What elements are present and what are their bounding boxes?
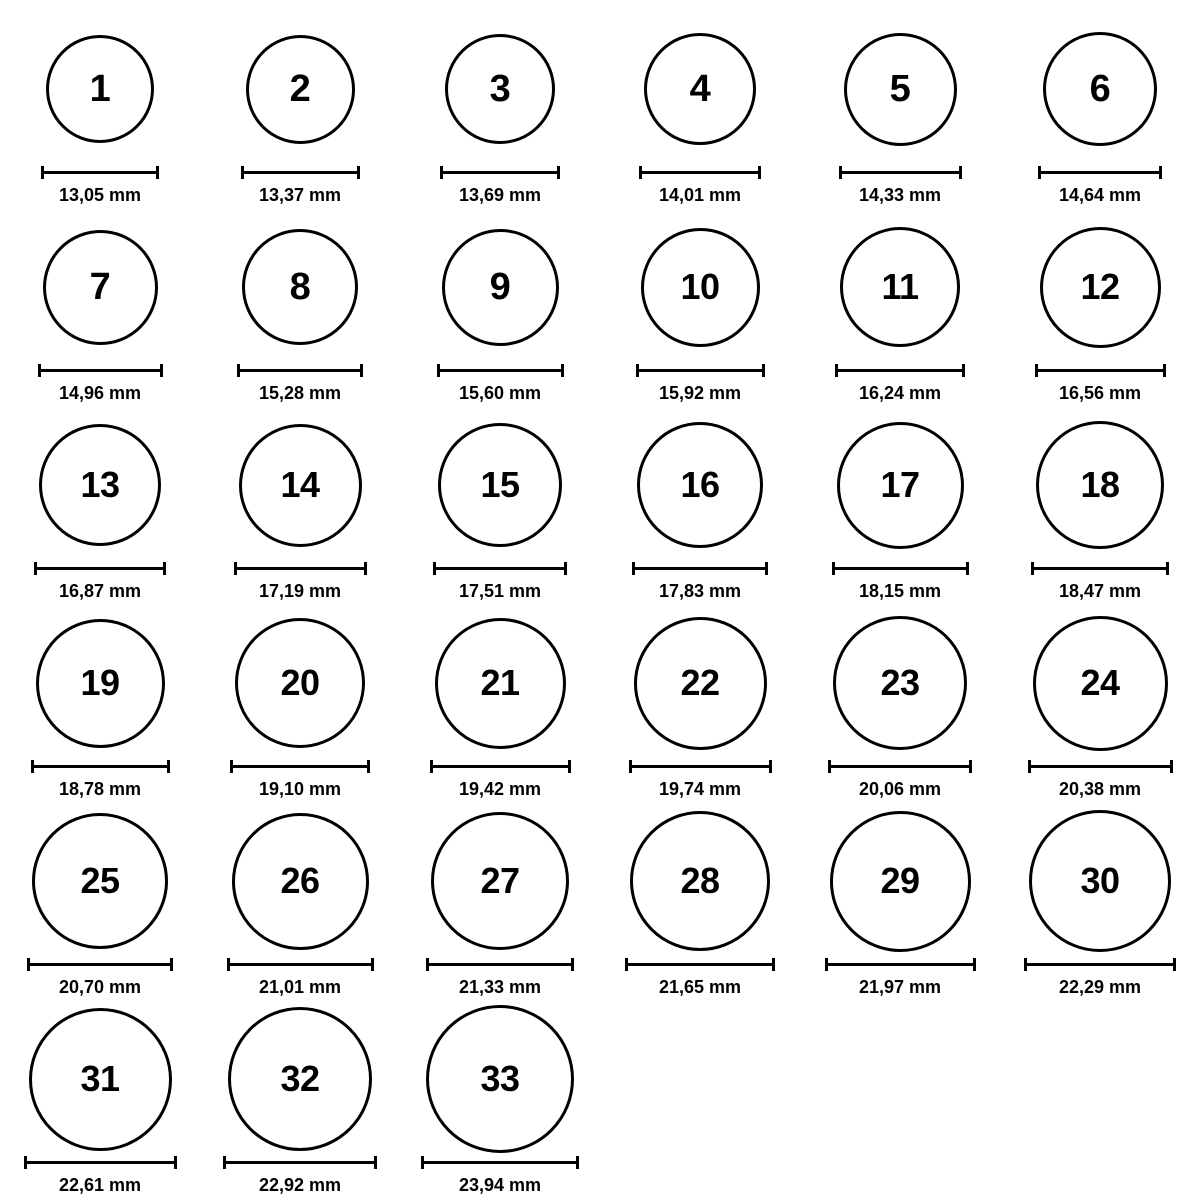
ring-circle-wrap <box>246 14 355 164</box>
measure-line <box>1024 963 1176 966</box>
ring-size-number: 5 <box>889 68 911 110</box>
ring-size-number: 20 <box>280 662 320 703</box>
ring-size-cell[interactable] <box>400 806 600 1004</box>
ring-circle <box>32 813 168 949</box>
measure-line <box>629 765 772 768</box>
ring-circle-wrap <box>1040 212 1161 362</box>
ring-circle <box>239 424 362 547</box>
diameter-label: 14,64 mm <box>1058 185 1142 205</box>
ring-circle <box>242 229 358 345</box>
ring-circle-wrap <box>438 410 562 560</box>
ring-size-number: 9 <box>489 266 511 308</box>
ring-circle-wrap <box>630 806 770 956</box>
diameter-measure-bar <box>1038 166 1162 178</box>
ring-circle-wrap <box>239 410 362 560</box>
ring-circle <box>43 230 158 345</box>
ring-circle <box>435 618 566 749</box>
ring-size-cell[interactable] <box>200 14 400 212</box>
ring-circle <box>830 811 971 952</box>
diameter-label: 19,10 mm <box>258 779 342 799</box>
measure-line <box>426 963 574 966</box>
diameter-label: 15,92 mm <box>658 383 742 403</box>
diameter-measure-bar <box>835 364 965 376</box>
ring-circle-wrap <box>830 806 971 956</box>
diameter-measure-bar <box>241 166 360 178</box>
diameter-measure-bar <box>234 562 367 574</box>
ring-circle-wrap <box>1029 806 1171 956</box>
measure-line <box>1035 369 1166 372</box>
diameter-measure-bar <box>430 760 571 772</box>
ring-circle <box>837 422 964 549</box>
diameter-measure-bar <box>1028 760 1173 772</box>
ring-size-number: 27 <box>480 860 520 901</box>
diameter-measure-bar <box>828 760 972 772</box>
ring-size-cell[interactable] <box>600 608 800 806</box>
ring-circle <box>833 616 967 750</box>
ring-circle <box>228 1007 372 1151</box>
diameter-label: 14,01 mm <box>658 185 742 205</box>
diameter-measure-bar <box>625 958 775 970</box>
ring-circle <box>844 33 957 146</box>
ring-size-number: 8 <box>289 266 311 308</box>
measure-line <box>237 369 363 372</box>
ring-size-cell[interactable] <box>400 14 600 212</box>
ring-size-cell[interactable] <box>1000 14 1200 212</box>
ring-size-cell[interactable] <box>200 806 400 1004</box>
measure-line <box>227 963 374 966</box>
diameter-label: 22,92 mm <box>258 1175 342 1195</box>
ring-circle <box>46 35 154 143</box>
ring-circle <box>644 33 756 145</box>
ring-size-number: 33 <box>480 1058 520 1099</box>
ring-size-number: 32 <box>280 1058 320 1099</box>
diameter-label: 16,87 mm <box>58 581 142 601</box>
diameter-measure-bar <box>629 760 772 772</box>
ring-circle-wrap <box>36 608 165 758</box>
ring-circle-wrap <box>1033 608 1168 758</box>
ring-circle <box>1029 810 1171 952</box>
diameter-label: 19,42 mm <box>458 779 542 799</box>
diameter-label: 14,96 mm <box>58 383 142 403</box>
ring-circle-wrap <box>644 14 756 164</box>
ring-size-cell[interactable] <box>0 14 200 212</box>
ring-size-number: 24 <box>1080 662 1120 703</box>
ring-circle <box>630 811 770 951</box>
ring-circle-wrap <box>637 410 763 560</box>
ring-circle <box>1040 227 1161 348</box>
ring-circle-wrap <box>1036 410 1164 560</box>
ring-circle-wrap <box>39 410 161 560</box>
diameter-label: 19,74 mm <box>658 779 742 799</box>
ring-size-number: 7 <box>89 266 111 308</box>
diameter-measure-bar <box>1035 364 1166 376</box>
ring-size-cell[interactable] <box>600 14 800 212</box>
diameter-measure-bar <box>237 364 363 376</box>
ring-circle <box>246 35 355 144</box>
ring-size-number: 14 <box>280 464 320 505</box>
ring-circle-wrap <box>232 806 369 956</box>
ring-size-cell[interactable] <box>800 410 1000 608</box>
diameter-measure-bar <box>437 364 564 376</box>
ring-circle-wrap <box>442 212 559 362</box>
ring-size-number: 23 <box>880 662 920 703</box>
ring-size-cell[interactable] <box>1000 410 1200 608</box>
ring-size-number: 31 <box>80 1058 120 1099</box>
measure-line <box>639 171 761 174</box>
ring-size-number: 18 <box>1080 464 1120 505</box>
ring-circle-wrap <box>634 608 767 758</box>
diameter-measure-bar <box>41 166 159 178</box>
diameter-label: 13,37 mm <box>258 185 342 205</box>
ring-size-cell[interactable] <box>0 608 200 806</box>
diameter-measure-bar <box>24 1156 177 1168</box>
diameter-label: 16,56 mm <box>1058 383 1142 403</box>
ring-circle-wrap <box>426 1004 574 1154</box>
measure-line <box>234 567 367 570</box>
ring-circle <box>438 423 562 547</box>
ring-size-number: 28 <box>680 860 720 901</box>
ring-circle <box>445 34 555 144</box>
ring-size-cell[interactable] <box>0 1004 200 1202</box>
diameter-measure-bar <box>440 166 560 178</box>
ring-circle <box>637 422 763 548</box>
measure-line <box>825 963 976 966</box>
measure-line <box>835 369 965 372</box>
diameter-measure-bar <box>421 1156 579 1168</box>
measure-line <box>230 765 370 768</box>
ring-size-cell[interactable] <box>400 410 600 608</box>
diameter-measure-bar <box>223 1156 377 1168</box>
diameter-label: 21,01 mm <box>258 977 342 997</box>
diameter-label: 17,83 mm <box>658 581 742 601</box>
measure-line <box>223 1161 377 1164</box>
ring-circle-wrap <box>43 212 158 362</box>
ring-size-number: 13 <box>80 464 120 505</box>
diameter-measure-bar <box>227 958 374 970</box>
diameter-measure-bar <box>839 166 962 178</box>
ring-size-cell[interactable] <box>0 410 200 608</box>
measure-line <box>839 171 962 174</box>
diameter-label: 13,69 mm <box>458 185 542 205</box>
diameter-measure-bar <box>27 958 173 970</box>
ring-circle <box>442 229 559 346</box>
diameter-label: 23,94 mm <box>458 1175 542 1195</box>
measure-line <box>27 963 173 966</box>
measure-line <box>421 1161 579 1164</box>
diameter-measure-bar <box>38 364 163 376</box>
ring-size-number: 22 <box>680 662 720 703</box>
ring-size-grid <box>0 14 1200 1202</box>
diameter-measure-bar <box>34 562 166 574</box>
ring-size-cell[interactable] <box>200 212 400 410</box>
ring-size-cell[interactable] <box>600 212 800 410</box>
ring-circle-wrap <box>435 608 566 758</box>
ring-size-cell[interactable] <box>0 806 200 1004</box>
ring-circle-wrap <box>29 1004 172 1154</box>
measure-line <box>440 171 560 174</box>
ring-size-number: 25 <box>80 860 120 901</box>
ring-size-cell[interactable] <box>800 608 1000 806</box>
ring-circle <box>1043 32 1157 146</box>
ring-circle <box>840 227 960 347</box>
diameter-label: 22,61 mm <box>58 1175 142 1195</box>
ring-size-number: 21 <box>480 662 520 703</box>
ring-circle <box>29 1008 172 1151</box>
diameter-measure-bar <box>825 958 976 970</box>
measure-line <box>636 369 765 372</box>
diameter-label: 22,29 mm <box>1058 977 1142 997</box>
measure-line <box>34 567 166 570</box>
ring-size-cell[interactable] <box>800 14 1000 212</box>
ring-circle-wrap <box>837 410 964 560</box>
ring-circle-wrap <box>840 212 960 362</box>
ring-size-cell[interactable] <box>800 212 1000 410</box>
ring-circle <box>36 619 165 748</box>
diameter-measure-bar <box>1031 562 1169 574</box>
ring-circle-wrap <box>242 212 358 362</box>
measure-line <box>437 369 564 372</box>
measure-line <box>625 963 775 966</box>
ring-circle <box>232 813 369 950</box>
ring-circle-wrap <box>833 608 967 758</box>
ring-circle <box>235 618 365 748</box>
diameter-measure-bar <box>230 760 370 772</box>
measure-line <box>430 765 571 768</box>
ring-circle <box>634 617 767 750</box>
ring-size-cell[interactable] <box>1000 212 1200 410</box>
measure-line <box>1038 171 1162 174</box>
ring-size-number: 16 <box>680 464 720 505</box>
ring-circle-wrap <box>228 1004 372 1154</box>
diameter-label: 21,33 mm <box>458 977 542 997</box>
measure-line <box>632 567 768 570</box>
diameter-label: 15,60 mm <box>458 383 542 403</box>
ring-circle-wrap <box>445 14 555 164</box>
measure-line <box>832 567 969 570</box>
ring-circle <box>431 812 569 950</box>
ring-circle-wrap <box>844 14 957 164</box>
ring-circle-wrap <box>32 806 168 956</box>
ring-size-cell[interactable] <box>400 212 600 410</box>
measure-line <box>1028 765 1173 768</box>
ring-size-cell[interactable] <box>200 1004 400 1202</box>
ring-size-number: 29 <box>880 860 920 901</box>
ring-size-number: 12 <box>1080 266 1120 307</box>
ring-size-cell[interactable] <box>600 806 800 1004</box>
diameter-measure-bar <box>433 562 567 574</box>
diameter-label: 20,70 mm <box>58 977 142 997</box>
measure-line <box>828 765 972 768</box>
ring-size-cell[interactable] <box>400 1004 600 1202</box>
diameter-measure-bar <box>31 760 170 772</box>
ring-circle-wrap <box>235 608 365 758</box>
ring-size-cell[interactable] <box>400 608 600 806</box>
ring-size-number: 19 <box>80 662 120 703</box>
measure-line <box>41 171 159 174</box>
diameter-label: 18,15 mm <box>858 581 942 601</box>
ring-size-cell[interactable] <box>0 212 200 410</box>
diameter-label: 20,06 mm <box>858 779 942 799</box>
ring-circle-wrap <box>431 806 569 956</box>
ring-size-number: 26 <box>280 860 320 901</box>
ring-circle <box>426 1005 574 1153</box>
ring-circle <box>1036 421 1164 549</box>
diameter-label: 17,51 mm <box>458 581 542 601</box>
measure-line <box>1031 567 1169 570</box>
measure-line <box>433 567 567 570</box>
ring-size-number: 11 <box>881 266 919 307</box>
ring-size-number: 2 <box>289 68 311 110</box>
ring-size-cell[interactable] <box>600 410 800 608</box>
ring-size-number: 15 <box>480 464 520 505</box>
measure-line <box>241 171 360 174</box>
ring-circle-wrap <box>641 212 760 362</box>
ring-circle-wrap <box>46 14 154 164</box>
diameter-label: 21,97 mm <box>858 977 942 997</box>
ring-size-cell[interactable] <box>1000 608 1200 806</box>
ring-size-cell[interactable] <box>200 608 400 806</box>
diameter-measure-bar <box>639 166 761 178</box>
ring-size-number: 30 <box>1080 860 1120 901</box>
ring-size-cell[interactable] <box>1000 806 1200 1004</box>
measure-line <box>24 1161 177 1164</box>
ring-size-cell[interactable] <box>200 410 400 608</box>
diameter-label: 21,65 mm <box>658 977 742 997</box>
ring-circle <box>39 424 161 546</box>
diameter-label: 18,47 mm <box>1058 581 1142 601</box>
ring-circle-wrap <box>1043 14 1157 164</box>
ring-size-number: 10 <box>680 266 720 307</box>
diameter-measure-bar <box>1024 958 1176 970</box>
ring-size-number: 4 <box>689 68 711 110</box>
diameter-label: 16,24 mm <box>858 383 942 403</box>
diameter-measure-bar <box>632 562 768 574</box>
diameter-measure-bar <box>832 562 969 574</box>
measure-line <box>38 369 163 372</box>
ring-circle <box>1033 616 1168 751</box>
diameter-measure-bar <box>636 364 765 376</box>
ring-size-number: 6 <box>1089 68 1111 110</box>
diameter-label: 20,38 mm <box>1058 779 1142 799</box>
ring-size-number: 3 <box>489 68 511 110</box>
ring-size-number: 17 <box>880 464 920 505</box>
ring-size-cell[interactable] <box>800 806 1000 1004</box>
ring-circle <box>641 228 760 347</box>
diameter-label: 17,19 mm <box>258 581 342 601</box>
diameter-label: 13,05 mm <box>58 185 142 205</box>
diameter-label: 18,78 mm <box>58 779 142 799</box>
diameter-label: 14,33 mm <box>858 185 942 205</box>
diameter-measure-bar <box>426 958 574 970</box>
ring-size-number: 1 <box>89 68 111 110</box>
diameter-label: 15,28 mm <box>258 383 342 403</box>
measure-line <box>31 765 170 768</box>
